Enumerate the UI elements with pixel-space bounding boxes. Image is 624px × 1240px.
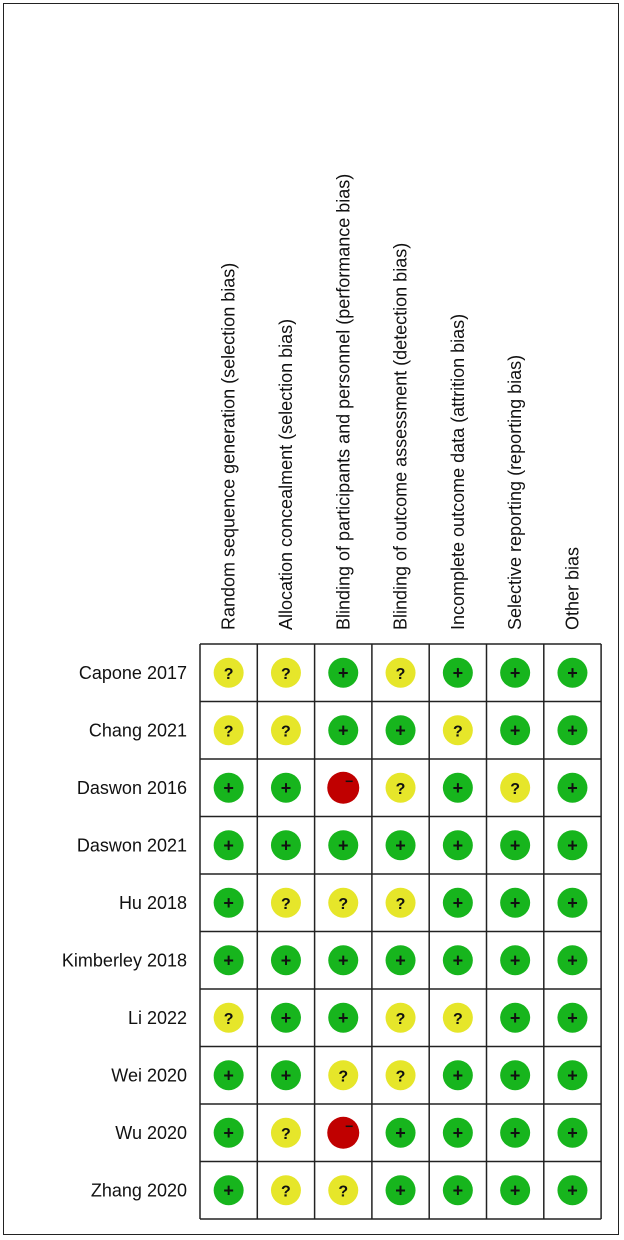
judgement-symbol: + — [509, 950, 521, 971]
judgement-symbol: ? — [338, 1068, 349, 1086]
judgement-symbol: + — [223, 835, 234, 856]
study-label: Wei 2020 — [111, 1065, 187, 1086]
judgement-symbol: + — [452, 777, 464, 798]
judgement-symbol: + — [509, 1065, 521, 1086]
judgement-symbol: + — [567, 662, 578, 683]
study-label: Chang 2021 — [88, 720, 187, 741]
judgement-symbol: + — [337, 1007, 349, 1028]
study-label: Capone 2017 — [78, 662, 187, 683]
judgement-symbol: − — [345, 772, 354, 789]
judgement-symbol: + — [223, 1180, 234, 1201]
judgement-symbol: + — [567, 1180, 578, 1201]
judgement-symbol: ? — [452, 723, 463, 741]
judgement-symbol: + — [223, 1122, 234, 1143]
judgement-symbol: ? — [395, 780, 406, 798]
judgement-symbol: + — [452, 835, 464, 856]
judgement-symbol: + — [223, 777, 234, 798]
study-label: Hu 2018 — [118, 892, 187, 913]
judgement-symbol: ? — [223, 723, 234, 741]
judgement-symbol: + — [509, 835, 521, 856]
column-header: Selective reporting (reporting bias) — [505, 354, 526, 630]
column-header: Blinding of outcome assessment (detection bias) — [390, 242, 411, 630]
judgement-symbol: ? — [395, 665, 406, 683]
judgement-symbol: + — [395, 720, 406, 741]
judgement-symbol: + — [452, 1122, 464, 1143]
judgement-symbol: + — [567, 1065, 578, 1086]
judgement-symbol: + — [509, 892, 521, 913]
judgement-symbol: ? — [395, 1068, 406, 1086]
judgement-symbol: + — [567, 950, 578, 971]
column-header: Blinding of participants and personnel (performance bias) — [333, 173, 354, 630]
judgement-symbol: + — [567, 1122, 578, 1143]
column-header: Other bias — [562, 546, 583, 630]
judgement-symbol: ? — [223, 665, 234, 683]
judgement-symbol: + — [280, 1065, 292, 1086]
judgement-symbol: ? — [510, 780, 521, 798]
judgement-symbol: ? — [281, 895, 291, 913]
judgement-symbol: + — [395, 1122, 406, 1143]
judgement-symbol: + — [567, 720, 578, 741]
judgement-symbol: + — [452, 950, 464, 971]
study-label: Kimberley 2018 — [61, 950, 187, 971]
judgement-symbol: + — [452, 892, 464, 913]
judgement-symbol: + — [395, 835, 406, 856]
judgement-symbol: + — [395, 1180, 406, 1201]
judgement-symbol: + — [337, 662, 349, 683]
judgement-symbol: + — [567, 892, 578, 913]
judgement-symbol: ? — [281, 1183, 291, 1201]
judgement-symbol: ? — [281, 723, 291, 741]
study-label: Daswon 2016 — [76, 777, 187, 798]
judgement-symbol: ? — [395, 895, 406, 913]
judgement-high — [327, 1117, 359, 1149]
judgement-symbol: + — [509, 720, 521, 741]
judgement-symbol: + — [452, 1180, 464, 1201]
judgement-symbol: ? — [452, 1010, 463, 1028]
judgement-symbol: + — [280, 950, 292, 971]
judgement-symbol: ? — [338, 895, 349, 913]
judgement-symbol: + — [223, 950, 234, 971]
judgement-symbol: + — [337, 950, 349, 971]
judgement-symbol: ? — [223, 1010, 234, 1028]
judgement-symbol: ? — [281, 665, 291, 683]
judgement-symbol: + — [280, 835, 292, 856]
judgement-symbol: + — [567, 1007, 578, 1028]
judgement-symbol: + — [567, 777, 578, 798]
judgement-symbol: − — [345, 1117, 354, 1134]
judgement-symbol: + — [223, 892, 234, 913]
judgement-symbol: + — [452, 662, 464, 683]
judgement-symbol: + — [567, 835, 578, 856]
judgement-symbol: ? — [281, 1125, 291, 1143]
judgement-symbol: + — [280, 1007, 292, 1028]
column-header: Incomplete outcome data (attrition bias) — [447, 313, 468, 630]
column-header: Allocation concealment (selection bias) — [275, 318, 296, 630]
judgement-symbol: + — [452, 1065, 464, 1086]
judgement-symbol: + — [395, 950, 406, 971]
judgement-symbol: + — [280, 777, 292, 798]
study-label: Daswon 2021 — [76, 835, 187, 856]
judgement-symbol: + — [509, 662, 521, 683]
judgement-symbol: ? — [395, 1010, 406, 1028]
judgement-symbol: + — [337, 720, 349, 741]
study-label: Wu 2020 — [115, 1122, 187, 1143]
judgement-symbol: + — [223, 1065, 234, 1086]
judgement-symbol: + — [509, 1122, 521, 1143]
judgement-symbol: + — [337, 835, 349, 856]
study-label: Li 2022 — [127, 1007, 187, 1028]
judgement-symbol: ? — [338, 1183, 349, 1201]
study-label: Zhang 2020 — [90, 1180, 187, 1201]
judgement-high — [327, 772, 359, 804]
column-header: Random sequence generation (selection bias) — [218, 262, 239, 630]
judgement-symbol: + — [509, 1007, 521, 1028]
judgement-symbol: + — [509, 1180, 521, 1201]
